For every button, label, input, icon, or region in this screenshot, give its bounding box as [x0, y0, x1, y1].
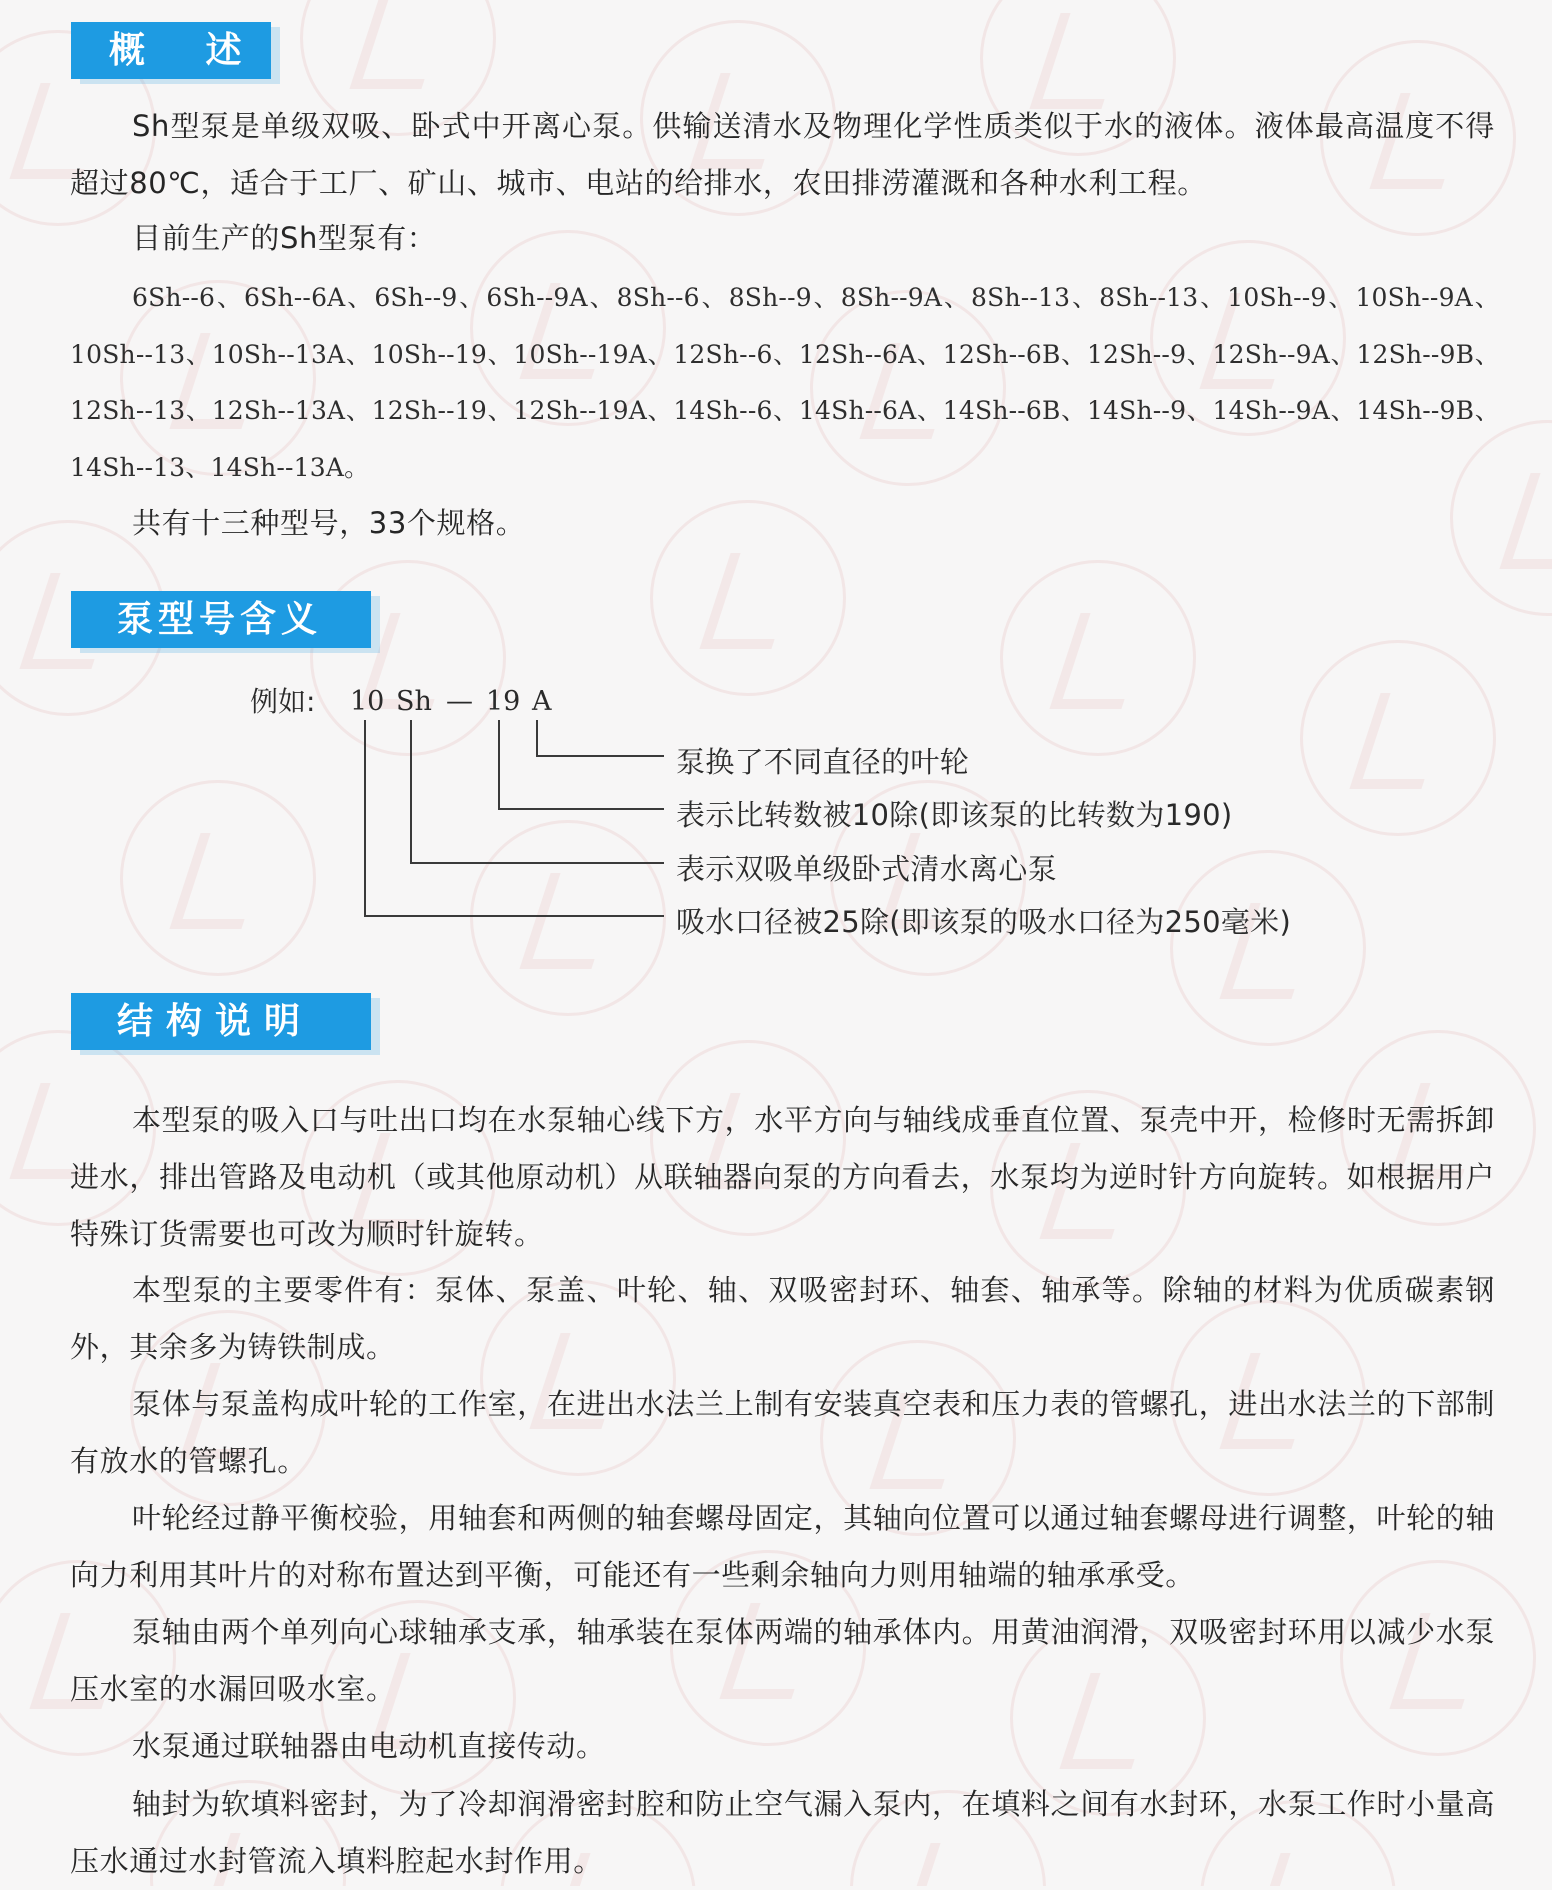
structure-paragraph: 泵轴由两个单列向心球轴承支承，轴承装在泵体两端的轴承体内。用黄油润滑，双吸密封环用以减少水泵压水室的水漏回吸水室。: [70, 1615, 1495, 1706]
structure-paragraph: 泵体与泵盖构成叶轮的工作室，在进出水法兰上制有安装真空表和压力表的管螺孔，进出水法兰的下部制有放水的管螺孔。: [70, 1387, 1495, 1478]
section-heading-overview: 概 述: [71, 22, 271, 79]
structure-paragraph: 水泵通过联轴器由电动机直接传动。: [132, 1729, 606, 1763]
structure-paragraph: 本型泵的吸入口与吐出口均在水泵轴心线下方，水平方向与轴线成垂直位置、泵壳中开，检修时无需拆卸进水，排出管路及电动机（或其他原动机）从联轴器向泵的方向看去，水泵均为逆时针方向旋转。如根据用户特殊订货需要也可改为顺时针旋转。: [70, 1103, 1495, 1251]
explanation-type: 表示双吸单级卧式清水离心泵: [676, 852, 1057, 886]
code-part-dash: —: [446, 686, 473, 717]
models-label: 目前生产的Sh型泵有：: [132, 221, 437, 255]
models-summary: 共有十三种型号，33个规格。: [132, 506, 526, 540]
structure-paragraph: 轴封为软填料密封，为了冷却润滑密封腔和防止空气漏入泵内，在填料之间有水封环，水泵工作时小量高压水通过水封管流入填料腔起水封作用。: [70, 1787, 1495, 1878]
connector-line: [364, 915, 664, 917]
code-part-caliber: 10: [350, 686, 385, 717]
code-part-impeller: A: [532, 686, 552, 717]
overview-intro-paragraph: Sh型泵是单级双吸、卧式中开离心泵。供输送清水及物理化学性质类似于水的液体。液体最高温度不得超过80℃，适合于工厂、矿山、城市、电站的给排水，农田排涝灌溉和各种水利工程。: [70, 109, 1495, 200]
connector-line: [364, 720, 366, 916]
models-list: 6Sh--6、6Sh--6A、6Sh--9、6Sh--9A、8Sh--6、8Sh--9、8Sh--9A、8Sh--13、8Sh--13、10Sh--9、10Sh--9A、10Sh--13、10Sh--13A、10Sh--19、10Sh--19A、12Sh--6、12Sh--6A、12Sh--6B、12Sh--9、12Sh--9A、12Sh--9B、12Sh--13、12Sh--13A、12Sh--19、12Sh--19A、14Sh--6、14Sh--6A、14Sh--6B、14Sh--9、14Sh--9A、14Sh--9B、14Sh--13、14Sh--13A。: [70, 283, 1500, 482]
connector-line: [536, 720, 538, 756]
code-part-speed: 19: [486, 686, 521, 717]
connector-line: [498, 808, 664, 810]
explanation-impeller: 泵换了不同直径的叶轮: [676, 745, 970, 779]
example-label: 例如:: [250, 685, 316, 718]
connector-line: [410, 720, 412, 863]
connector-line: [536, 755, 664, 757]
section-heading-structure: 结构说明: [71, 993, 371, 1050]
code-part-type: Sh: [396, 686, 432, 717]
explanation-caliber: 吸水口径被25除(即该泵的吸水口径为250毫米): [676, 905, 1292, 939]
explanation-speed: 表示比转数被10除(即该泵的比转数为190): [676, 798, 1233, 832]
connector-line: [410, 862, 664, 864]
connector-line: [498, 720, 500, 809]
structure-paragraph: 叶轮经过静平衡校验，用轴套和两侧的轴套螺母固定，其轴向位置可以通过轴套螺母进行调整，叶轮的轴向力利用其叶片的对称布置达到平衡，可能还有一些剩余轴向力则用轴端的轴承承受。: [70, 1501, 1495, 1592]
structure-paragraph: 本型泵的主要零件有：泵体、泵盖、叶轮、轴、双吸密封环、轴套、轴承等。除轴的材料为优质碳素钢外，其余多为铸铁制成。: [70, 1273, 1495, 1364]
section-heading-model-meaning: 泵型号含义: [71, 591, 371, 648]
